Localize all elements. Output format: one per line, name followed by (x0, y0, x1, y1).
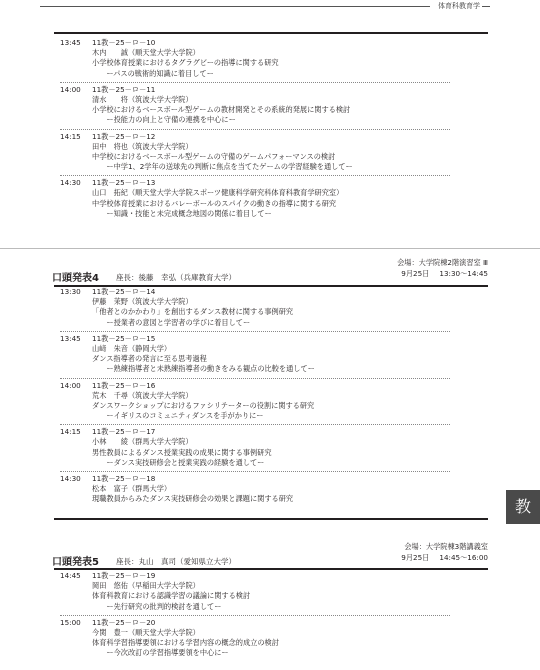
entry-code: 11教－25－ロ－12 (92, 131, 156, 141)
entry-presenter: 松本 富子（群馬大学） (92, 484, 172, 494)
entry-presenter: 田中 将也（筑波大学大学院） (92, 141, 193, 151)
entry-lines (92, 38, 450, 79)
section4-bottom-rule (54, 518, 488, 520)
entry-code: 11教－25－ロ－15 (92, 333, 156, 343)
entry-code: 11教－25－ロ－10 (92, 38, 156, 47)
entry-title-line: 男性教員によるダンス授業実践の成果に関する事例研究 (92, 447, 272, 457)
entry-title-line: ー先行研究の批判的検討を通してー (92, 601, 222, 611)
entry-time: 13:45 (60, 38, 81, 47)
entry-title-line: ー今次改訂の学習指導要領を中心にー (92, 648, 229, 658)
entry-lines (92, 571, 450, 612)
section4-header (52, 256, 488, 286)
section5-venue: 会場：大学院棟3階講義室 (404, 542, 488, 551)
section4-chair: 座長：後藤 幸弘（兵庫教育大学） (116, 273, 236, 282)
entry-title-line: ダンス指導者の発言に至る思考過程 (92, 354, 207, 364)
header-title: 体育科教育学 (438, 2, 480, 10)
entry-title-line: ー投能力の向上と守備の連携を中心にー (92, 115, 236, 125)
entry-time: 14:15 (60, 427, 81, 437)
block1-list (60, 36, 450, 222)
section5-date: 9月25日 (401, 553, 430, 562)
section4-venue: 会場：大学院棟2階演習室 Ⅲ (397, 258, 488, 267)
program-entry (60, 83, 450, 130)
section4-time-range: 13:30〜14:45 (439, 269, 488, 278)
block1-top-rule (54, 32, 488, 34)
program-entry (60, 616, 450, 662)
entry-presenter: 荒木 千尋（筑波大学大学院） (92, 390, 193, 400)
program-entry (60, 130, 450, 177)
entry-title-line: ー知識・技能と未完成概念地図の関係に着目してー (92, 208, 272, 218)
entry-title-line: ー授業者の意図と学習者の学びに着目してー (92, 317, 251, 327)
entry-presenter: 岡田 悠佑（早稲田大学大学院） (92, 581, 200, 591)
entry-title-line: ダンスワークショップにおけるファシリテーターの役割に関する研究 (92, 400, 315, 410)
section4-list (60, 285, 450, 508)
side-index-tab[interactable]: 教 (506, 490, 540, 524)
entry-time: 13:30 (60, 287, 81, 296)
entry-time: 14:15 (60, 131, 81, 141)
section5-header (52, 540, 488, 570)
entry-title-line: 「他者とのかかわり」を創出するダンス教材に関する事例研究 (92, 307, 294, 317)
section5-label: 口頭発表5 (52, 557, 99, 568)
entry-title-line: 中学校体育授業におけるバレーボールのスパイクの動きの指導に関する研究 (92, 198, 337, 208)
header-rule (40, 6, 430, 7)
entry-code: 11教－25－ロ－13 (92, 178, 156, 188)
section-divider (0, 248, 540, 249)
entry-time: 14:30 (60, 178, 81, 188)
page-header (0, 0, 540, 14)
entry-presenter: 山﨑 朱音（静岡大学） (92, 343, 172, 353)
program-entry (60, 472, 450, 508)
header-rule-tail (482, 6, 490, 7)
entry-lines (92, 287, 450, 328)
entry-title-line: ー熟練指導者と未熟練指導者の動きをみる観点の比較を通してー (92, 364, 315, 374)
entry-time: 15:00 (60, 617, 81, 627)
program-entry (60, 425, 450, 472)
entry-code: 11教－25－ロ－14 (92, 287, 156, 296)
entry-title-line: 小学校におけるベースボール型ゲームの教材開発とその系統的発展に関する検討 (92, 105, 351, 115)
entry-presenter: 木内 誠（順天堂大学大学院） (92, 48, 200, 58)
program-entry (60, 332, 450, 379)
entry-title-line: 小学校体育授業におけるタグラグビーの指導に関する研究 (92, 58, 279, 68)
program-entry (60, 36, 450, 83)
section4-date: 9月25日 (401, 269, 430, 278)
entry-lines (92, 474, 450, 505)
section5-chair: 座長：丸山 真司（愛知県立大学） (116, 557, 236, 566)
program-entry (60, 379, 450, 426)
entry-title-line: ーイギリスのコミュニティダンスを手がかりにー (92, 411, 264, 421)
entry-presenter: 小林 綾（群馬大学大学院） (92, 437, 193, 447)
section4-label: 口頭発表4 (52, 273, 99, 284)
entry-time: 14:00 (60, 380, 81, 390)
entry-title-line: ー中学1、2学年の送球先の判断に焦点を当てたゲームの学習経験を通してー (92, 162, 353, 172)
program-entry (60, 569, 450, 616)
entry-lines (92, 85, 450, 126)
entry-title-line: ーダンス実技研修会と授業実践の経験を通してー (92, 457, 265, 467)
entry-presenter: 今関 豊一（順天堂大学大学院） (92, 627, 200, 637)
entry-time: 14:30 (60, 474, 81, 483)
section5-time-range: 14:45〜16:00 (439, 553, 488, 562)
entry-presenter: 清水 将（筑波大学大学院） (92, 94, 193, 104)
entry-title-line: ーパスの戦術的知識に着目してー (92, 68, 214, 78)
entry-title-line: 中学校におけるベースボール型ゲームの守備のゲームパフォーマンスの検討 (92, 151, 336, 161)
entry-presenter: 山口 拓紀（順天堂大学大学院スポーツ健康科学研究科体育科教育学研究室） (92, 188, 344, 198)
entry-code: 11教－25－ロ－19 (92, 571, 156, 580)
section5-datetime (391, 553, 488, 563)
section5-list (60, 569, 450, 662)
entry-lines (92, 132, 450, 173)
entry-time: 13:45 (60, 333, 81, 343)
entry-lines (92, 334, 450, 375)
entry-time: 14:00 (60, 84, 81, 94)
entry-presenter: 伊藤 茉野（筑波大学大学院） (92, 297, 193, 307)
program-entry (60, 176, 450, 222)
entry-code: 11教－25－ロ－11 (92, 84, 156, 94)
entry-lines (92, 381, 450, 422)
program-entry (60, 285, 450, 332)
entry-title-line: 現職教員からみたダンス実技研修会の効果と課題に関する研究 (92, 494, 294, 504)
entry-code: 11教－25－ロ－20 (92, 617, 156, 627)
entry-time: 14:45 (60, 571, 81, 580)
section4-datetime (391, 269, 488, 279)
entry-lines (92, 427, 450, 468)
entry-lines (92, 618, 450, 659)
entry-code: 11教－25－ロ－18 (92, 474, 156, 483)
entry-lines (92, 178, 450, 219)
entry-code: 11教－25－ロ－16 (92, 380, 156, 390)
entry-title-line: 体育科教育における認識学習の議論に関する検討 (92, 591, 251, 601)
entry-title-line: 体育科学習指導要領における学習内容の概念的成立の検討 (92, 638, 279, 648)
entry-code: 11教－25－ロ－17 (92, 427, 156, 437)
